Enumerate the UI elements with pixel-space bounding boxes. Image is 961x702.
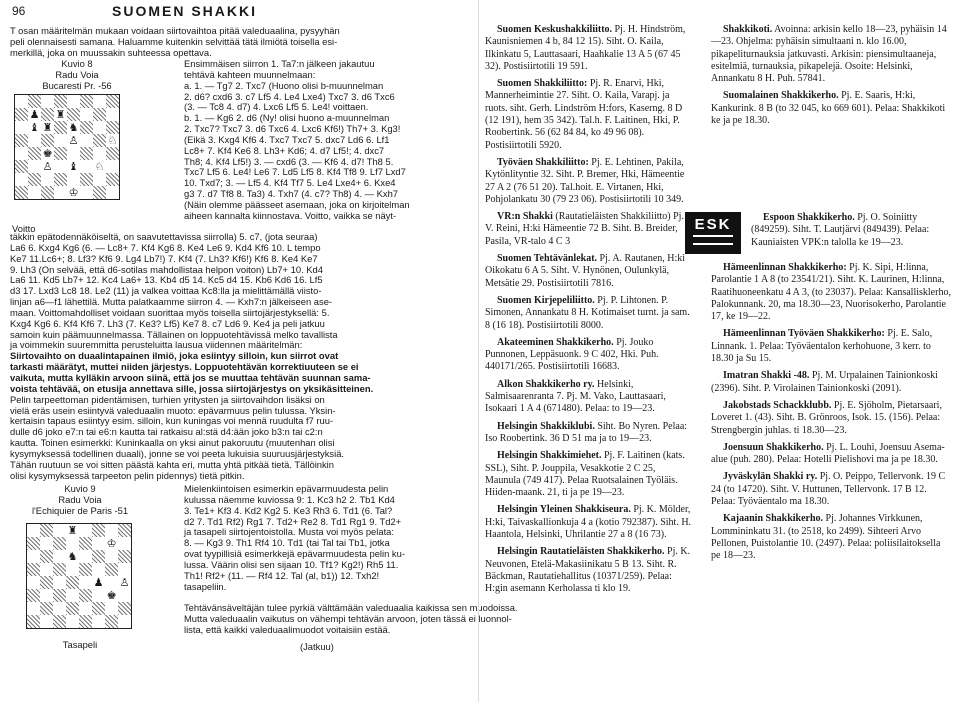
board-square <box>41 173 54 186</box>
board-square <box>79 537 92 550</box>
club-entry <box>485 337 693 374</box>
club-name: Alkon Shakkikerho ry. <box>497 378 595 390</box>
club-column-2-lower <box>711 262 951 568</box>
board-square <box>28 95 41 108</box>
board-square <box>67 108 80 121</box>
board-square <box>40 615 53 628</box>
club-details: Helsinki, Salmisaarenranta 7. Pj. M. Vako, Lauttasaari, Isokaari 1 A 4 (671480). Pelaa: to 19—23. <box>485 378 666 415</box>
club-details: Pj. E. Saaris, H:ki, Kankurink. 8 B (to 32 045, ko 669 601). Pelaa: Shakkikoti ke ja pe 18.30. <box>711 90 946 127</box>
board-square <box>79 589 92 602</box>
club-entry <box>711 370 951 395</box>
board-square <box>79 550 92 563</box>
analysis-paragraph: täkkin epätodennäköiseltä, on saavutettavissa siirrolla) 5. c7, (jota seuraa) La6 6. Kxg4 Kg6 (6. — Lc8+ 7. Kf4 Kg6 8. Ke4 Le6 9. Kd4 Kf6 10. L tempo Ke7 11.Lc6+; 8. Lf3? Kf6 9. Lg4 Lb7!) 7. Kf4 (7. Lh3? Kf6!) Kf6 8. Ke4 Ke7 9. Lh3 (On selvää, että d6-sotilas mahdollistaa helpon voiton) Lb7+ 10. Kd4 La6 11. Kd5 Lb7+ 12. Kc4 La6+ 13. Kb4 d5 14. Kc5 d4 15. Kb6 Kd6 16. Lf5 d3 17. Lxd3 Lc8 18. Le2 (11) ja valkea voittaa Kc8:lla ja mielittämällä viisto- linjan a6—f1 lähettilä. Mutta palatkaamme siirron 4. — Kxh7:n jälkeiseen ase- maan. Voittomahdolliset voidaan suorittaa myös toisella siirtojärjestyksellä: 5. Kxg4 Kg6 6. Kf4 Kf6 7. Lh3 (7. Ke3? Lf5) Ke7 8. c7 Ld6 9. Ke4 ja peli jatkuu samoin kuin päämuunnelmassa. Tällainen on loppuotehtävissä melko tavallista ja voimmekin suuremmitta perusteluitta lausua viidennen määritelmän: Siirtovaihto on duaalintapainen ilmiö, joka esiintyy silloin, kun siirrot ovat tarkasti määrätyt, muttei niiden järjestys. Loppuotehtävän korrektiuuteen se ei vaikuta, mutta kylläkin arvoon siinä, että jos se muuttaa tehtävän suunnan sama- voista tehtävää, on etusija annettava sille, jossa siirtojärjestys on yksikäsitteinen. Pelin tarpeettoman pidentämisen, turhien yritysten ja siirtovaihdon lisäksi on vielä eräs usein esiintyvä valeduaalin muoto: epävarmuus pelin tulussa. Yksin- kertaisin tapaus esiintyy esim. silloin, kun kuningas voi mennä ruudulta f7 ruu- dulle d6 joko e7:n tai e6:n kautta tai ratkaisu al:stä d4:ään joko b3:n tai c2:n kautta. Toinen esimerkki: Kuninkaalla on yksi ainut pakoruutu (muutenhan olisi kysymyksessä todellinen duaali), jonne se voi peeta lukuisia suuruusjärjestyksiä. Tähän ruutuun se voi sitten päästä kahta eri, mutta yhtä pitkää tietä. Tällöinkin olisi kysymyksessä tarpeeton pelin pidennys) tietä pitkin. <box>10 231 374 481</box>
continues-note: (Jatkuu) <box>300 641 334 652</box>
club-entry <box>485 379 693 416</box>
club-details: Pj. M. Urpalainen Tainionkoski (2396). Siht. P. Virolainen Tainionkoski (2091). <box>711 370 938 394</box>
board-square <box>79 524 92 537</box>
chess-piece: ♟ <box>93 576 104 589</box>
club-details: Pj. L. Louhi, Joensuu Asema-alue (puh. 280). Pelaa: Hotelli Pielishovi ma ja pe 18.30. <box>711 441 945 466</box>
board-square <box>106 160 119 173</box>
chess-piece: ♜ <box>55 108 66 121</box>
chess-piece: ♚ <box>42 147 53 160</box>
board-square <box>27 589 40 602</box>
chess-piece: ♙ <box>68 134 79 147</box>
board-square <box>54 121 67 134</box>
board-square <box>41 186 54 199</box>
board-square <box>27 563 40 576</box>
board-square <box>66 615 79 628</box>
club-details: Pj. E. Salo, Linnank. 1. Pelaa: Työväentalon kerhohuone, 3 kerr. to 18.30 ja Su 15. <box>711 328 933 365</box>
board-square <box>40 550 53 563</box>
board-square <box>66 537 79 550</box>
board-square <box>80 134 93 147</box>
board-square <box>41 134 54 147</box>
esk-logo: ESK <box>685 212 741 254</box>
board-square <box>40 563 53 576</box>
board-square <box>15 134 28 147</box>
page-title: SUOMEN SHAKKI <box>112 3 258 19</box>
board-square <box>67 95 80 108</box>
club-entry-espoo <box>751 212 951 254</box>
board-square <box>54 95 67 108</box>
club-details: Pj. H. Hindström, Kaunisniemen 4 b, 84 12 15). Siht. O. Kaila, Ilkinkatu 5, Lauttasaari, Haahkalie 13 A 5 (67 45 32). Postisiirtotili 19 591. <box>485 24 686 72</box>
board-square <box>106 186 119 199</box>
club-details: Pj. Johannes Virkkunen, Lommininkatu 31. (to 2518, ko 2499). Sihteeri Arvo Pellonen, Puistolantie 10. (2497). Pelaa: poliisilaitoksella pe 18—23. <box>711 513 941 562</box>
diagram-result: Voitto <box>12 223 36 234</box>
club-name: Suomen Kirjepeliliitto. <box>497 294 595 306</box>
board-square <box>40 537 53 550</box>
club-column-2 <box>711 24 951 132</box>
board-square <box>105 602 118 615</box>
board-square <box>93 147 106 160</box>
board-square <box>93 186 106 199</box>
club-details: Pj. O. Soiniitty (849259). Siht. T. Lautjärvi (849439). Pelaa: Kauniaisten VPK:n talolla ke 19—23. <box>751 212 930 248</box>
board-square <box>106 121 119 134</box>
board-square <box>40 602 53 615</box>
club-entry <box>751 212 951 249</box>
board-square <box>80 95 93 108</box>
chess-piece: ♝ <box>68 160 79 173</box>
board-square <box>15 121 28 134</box>
board-square <box>105 524 118 537</box>
board-square <box>80 108 93 121</box>
club-name: VR:n Shakki <box>497 211 553 223</box>
board-square <box>15 147 28 160</box>
club-entry <box>485 421 693 446</box>
club-details: Pj. K. Mölder, H:ki, Taivaskallionkuja 4 a (kotio 792387). Siht. H. Haantola, Helsinki, Uhrilantie 27 a 8 (16 73). <box>485 504 692 540</box>
board-square <box>106 95 119 108</box>
chess-piece: ♞ <box>67 550 78 563</box>
board-square <box>28 147 41 160</box>
board-square <box>93 173 106 186</box>
board-square <box>79 576 92 589</box>
board-square <box>53 550 66 563</box>
club-name: Hämeenlinnan Shakkikerho: <box>723 262 847 273</box>
board-square <box>40 589 53 602</box>
board-square <box>15 186 28 199</box>
board-square <box>40 576 53 589</box>
club-name: Helsingin Shakkiklubi. <box>497 420 595 432</box>
board-square <box>28 134 41 147</box>
board-square <box>53 589 66 602</box>
board-square <box>54 147 67 160</box>
board-square <box>93 95 106 108</box>
club-name: Helsingin Shakkimiehet. <box>497 450 602 462</box>
club-details: (Rautatieläisten Shakkiliitto) Pj. V. Reini, H:ki Hämeentie 72 B. Siht. B. Breider, Pasila, VR-talo 4 C 3 <box>485 211 684 247</box>
club-entry <box>485 157 693 206</box>
board-square <box>106 173 119 186</box>
board-square <box>67 173 80 186</box>
board-square <box>118 615 131 628</box>
diagram-caption: Kuvio 8 Radu Voia Bucaresti Pr. -56 <box>42 58 112 91</box>
board-square <box>41 108 54 121</box>
club-name: Työväen Shakkiliitto: <box>497 156 589 168</box>
board-square <box>66 563 79 576</box>
club-name: Shakkikoti. <box>723 24 773 35</box>
club-entry <box>711 442 951 467</box>
club-entry <box>711 90 951 127</box>
club-entry <box>485 546 693 595</box>
chess-piece: ♞ <box>68 121 79 134</box>
club-details: Pj. O. Peippo, Tellervonk. 19 C 24 (to 14720). Siht. V. Huttunen, Tellervonk. 17 B 12. Pelaa: Työväentalo ma 18.30. <box>711 471 946 508</box>
board-square <box>54 134 67 147</box>
club-name: Suomen Keskushakkiliitto. <box>497 24 613 35</box>
club-entry <box>485 78 693 152</box>
board-square <box>27 524 40 537</box>
board-square <box>53 537 66 550</box>
club-entry <box>485 295 693 332</box>
chess-piece: ♔ <box>106 537 117 550</box>
board-square <box>66 576 79 589</box>
club-entry <box>711 328 951 365</box>
right-page <box>478 0 961 702</box>
page-header <box>12 4 470 22</box>
page-number: 96 <box>12 4 26 18</box>
board-square <box>92 550 105 563</box>
club-name: Joensuun Shakkikerho. <box>723 441 824 453</box>
board-square <box>66 589 79 602</box>
board-square <box>54 160 67 173</box>
board-square <box>27 615 40 628</box>
board-square <box>79 615 92 628</box>
board-square <box>41 95 54 108</box>
board-square <box>92 602 105 615</box>
club-details: Pj. E. Sjöholm, Pietarsaari, Loveret 1. (43). Siht. B. Grönroos, Isok. 15. (156). Pelaa: Strengbergin juhlas. ti 18.30—23. <box>711 399 942 436</box>
board-square <box>92 537 105 550</box>
board-square <box>106 147 119 160</box>
chess-piece: ♜ <box>67 524 78 537</box>
chess-piece: ♔ <box>68 186 79 199</box>
club-entry <box>711 262 951 323</box>
board-square <box>118 524 131 537</box>
board-square <box>54 186 67 199</box>
board-square <box>67 147 80 160</box>
board-square <box>53 524 66 537</box>
board-square <box>15 173 28 186</box>
club-name: Kajaanin Shakkikerho. <box>723 513 824 525</box>
club-details: Pj. Jouko Punnonen, Leppäsuonk. 9 C 402, Hki. Puh. 440171/265. Postisiirtotili 16683. <box>485 336 659 373</box>
intro-paragraph: T osan määritelmän mukaan voidaan siirtovaihtoa pitää valeduaalina, pysyyhän peli olennaisesti samana. Haluamme kuitenkin selvittää tätä ilmiötä toisella esi- merkillä, joka on muussakin suhteessa opettava. <box>10 25 340 58</box>
club-entry <box>485 253 693 290</box>
board-square <box>28 186 41 199</box>
club-entry <box>711 24 951 85</box>
board-square <box>93 134 106 147</box>
club-entry <box>711 513 951 562</box>
chess-diagram <box>26 523 132 629</box>
chess-piece: ♘ <box>94 160 105 173</box>
club-details: Pj. K. Neuvonen, Etelä-Makasiinikatu 5 B 13. Siht. R. Bäckman, Rautatiehallitus (10371/259). Pelaa: H:gin asemann Kerholassa ti klo 19. <box>485 546 691 595</box>
solution-text: Mielenkiintoisen esimerkin epävarmuudesta pelin kulussa näemme kuviossa 9: 1. Kc3 h2 2. Tb1 Kd4 3. Te1+ Kf3 4. Kd2 Kg2 5. Ke3 Rh3 6. Td1 (6. Tal? d2 7. Td1 Rf2) Rg1 7. Td2+ Re2 8. Td1 Rg1 9. Td2+ ja tasapeli siirtojentoistolla. Musta voi myös pelata: 8. — Kg3 9. Th1 Rf4 10. Td1 (tai Tal tai Tb1, jotka ovat tyypillisiä esimerkkejä epävarmuudesta pelin ku- lussa. Väärin olisi sen sijaan 10. Tf1? Kg2!) Rh5 11. Th1! Rf2+ (11. — Rf4 12. Tal (al, b1)) 12. Txh2! tasapeliin. <box>184 483 405 592</box>
club-name: Helsingin Yleinen Shakkiseura. <box>497 504 631 516</box>
board-square <box>106 108 119 121</box>
club-name: Suomalainen Shakkikerho. <box>723 90 839 102</box>
chess-piece: ♙ <box>119 576 130 589</box>
club-entry <box>711 400 951 437</box>
chess-piece: ♘ <box>107 134 118 147</box>
board-square <box>79 563 92 576</box>
board-square <box>105 563 118 576</box>
diagram-result: Tasapeli <box>62 639 98 650</box>
club-name: Jakobstads Schackklubb. <box>723 399 832 411</box>
board-square <box>53 563 66 576</box>
club-name: Helsingin Rautatieläisten Shakkikerho. <box>497 546 665 558</box>
board-square <box>93 108 106 121</box>
board-square <box>15 160 28 173</box>
board-square <box>80 147 93 160</box>
club-name: Akateeminen Shakkikerho. <box>497 336 614 348</box>
club-entry <box>485 450 693 499</box>
board-square <box>80 173 93 186</box>
club-details: Pj. P. Lihtonen. P. Simonen, Annankatu 8 H. Kotimaiset turnt. ja sam. 8 (16 18). Postisiirtotili 8000. <box>485 294 690 331</box>
board-square <box>27 576 40 589</box>
chess-piece: ♟ <box>29 108 40 121</box>
chess-piece: ♚ <box>106 589 117 602</box>
club-entry <box>711 471 951 508</box>
board-square <box>118 537 131 550</box>
board-square <box>15 95 28 108</box>
board-square <box>53 602 66 615</box>
board-square <box>93 121 106 134</box>
board-square <box>80 160 93 173</box>
board-square <box>66 602 79 615</box>
club-name: Imatran Shakki -48. <box>723 370 810 382</box>
board-square <box>27 537 40 550</box>
club-details: Pj. K. Sipi, H:linna, Parolantie 1 A 8 (to 23541/21). Siht. K. Laurinen, H:linna, Raatihuoneenkatu 4 A 3, (to 23037). Pelaa: Kansallisklerho, Palokunnank. 20, ma 18.30—23, Nuorisokerho, Parolantie 17, ke 19—22. <box>711 262 951 323</box>
diagram-caption: Kuvio 9 Radu Voia l'Echiquier de Paris -51 <box>31 483 129 516</box>
board-square <box>28 173 41 186</box>
club-details: Siht. Bo Nyren. Pelaa: Iso Roobertink. 36 D 51 ma ja to 19—23. <box>485 420 688 444</box>
board-square <box>118 563 131 576</box>
board-square <box>92 524 105 537</box>
board-square <box>80 121 93 134</box>
club-details: Pj. A. Rautanen, H:ki Oikokatu 6 A 5. Siht. V. Hynönen, Oulunkylä, Metsätie 29. Postisiirtotili 7816. <box>485 253 686 289</box>
club-entry <box>485 24 693 73</box>
board-square <box>27 602 40 615</box>
board-square <box>40 524 53 537</box>
board-square <box>79 602 92 615</box>
board-square <box>80 186 93 199</box>
board-square <box>118 550 131 563</box>
board-square <box>105 550 118 563</box>
club-column-1 <box>485 24 693 600</box>
board-square <box>27 550 40 563</box>
club-details: Pj. E. Lehtinen, Pakila, Kytönlityntie 32. Siht. P. Bremer, Hki, Hämeentie 27 A 2 (76 51 20). Tal.hoit. E. Virtanen, Hki, Pohjolankatu 30 (79 23 06). Postisiirtotili 10 349. <box>485 156 685 205</box>
club-details: Avoinna: arkisin kello 18—23, pyhäisin 14—23. Ohjelma: pyhäisin simultaani n. klo 16.00, pikapeliturnauksia jatkuvasti. Arkisin: piensimultaaneja, esitelmiä, turnauksia, pikapelejä. Osoite: Helsinki, Annankatu 8 H. Puh. 57841. <box>711 24 947 85</box>
club-name: Hämeenlinnan Työväen Shakkikerho: <box>723 328 885 340</box>
solution-text: Ensimmäisen siirron 1. Ta7:n jälkeen jakautuu tehtävä kahteen muunnelmaan: a. 1. — Tg7 2. Txc7 (Huono olisi b-muunnelman 2. d6? cxd6 3. c7 Lf5 4. Le4 Lxe4) Txc7 3. d6 Txc6 (3. — Tc8 4. d7) 4. Lxc6 Lf5 5. Le4! voittaen. b. 1. — Kg6 2. d6 (Ny! olisi huono a-muunnelman 2. Txc7? Txc7 3. d6 Txc6 4. Lxc6 Kf6!) Th7+ 3. Kg3! (Eikä 3. Kxg4 Kf6 4. Txc7 Txc7 5. dxc7 Ld6 6. Lf1 Lc8+ 7. Kf4 Ke6 8. Lh3+ Kd6; 4. d7 Lf5!; 4. dxc7 Th8; 4. Kf4 Lf5!) 3. — cxd6 (3. — Kf6 4. d7! Th8 5. Txc7 Lf5 6. Le4! Le6 7. Ld5 Lf5 8. Kf4 Tf8 9. Lf7 Lxd7 10. Txd7; 3. — Lf5 4. Kf4 Tf7 5. Le4 Lxe4+ 6. Kxe4 g3 7. d7 Tf8 8. Ta3) 4. Txh7 (4. c7? Th8) 4. — Kxh7 (Näin olemme päässeet asemaan, joka on kirjoitelman aiheen kannalta kiinnostava. Voitto, vaikka se näyt- <box>184 58 410 221</box>
chess-piece: ♝ <box>29 121 40 134</box>
board-square <box>105 615 118 628</box>
board-square <box>105 576 118 589</box>
board-square <box>92 615 105 628</box>
board-square <box>53 615 66 628</box>
club-details: Pj. R. Enarvi, Hki, Mannerheimintie 27. Siht. O. Kaila, Varapj. ja ruots. siht. Gerh. Lindström H:fors, Kaserng. 8 D (12 191), hem 35 342). Tal.h. F. Laitinen, Hki, P. Roobertink. 56 (62 84 84, ko 49 96 08). Postisiirtotili 5920. <box>485 78 683 151</box>
club-name: Suomen Tehtävänlekat. <box>497 253 598 265</box>
club-name: Suomen Shakkiliitto: <box>497 78 588 90</box>
board-square <box>54 173 67 186</box>
board-square <box>118 602 131 615</box>
closing-paragraph: Tehtävänsäveltäjän tulee pyrkiä välttämään valeduaalia kaikissa sen muodoissa. Mutta valeduaalin vaikutus on vähempi tehtävän arvoon, joten tässä ei luonnol- lista, että kaikki valeduaalimuodot voitaisiin estää. <box>184 602 518 635</box>
board-square <box>118 589 131 602</box>
club-name: Espoon Shakkikerho. <box>763 212 855 223</box>
club-name: Jyväskylän Shakki ry. <box>723 471 818 483</box>
chess-piece: ♜ <box>42 121 53 134</box>
chess-diagram <box>14 94 120 200</box>
chess-piece: ♙ <box>42 160 53 173</box>
board-square <box>15 108 28 121</box>
board-square <box>92 563 105 576</box>
board-square <box>92 589 105 602</box>
board-square <box>28 160 41 173</box>
board-square <box>53 576 66 589</box>
club-details: Pj. F. Laitinen (kats. SSL), Siht. P. Jouppila, Vesakkotie 2 C 25, Maunula (749 417). Pelaa Ruotsalainen Työläis. Hiiden-maank. 21, ti ja pe 19—23. <box>485 450 685 499</box>
club-entry <box>485 504 693 541</box>
club-entry <box>485 211 693 248</box>
